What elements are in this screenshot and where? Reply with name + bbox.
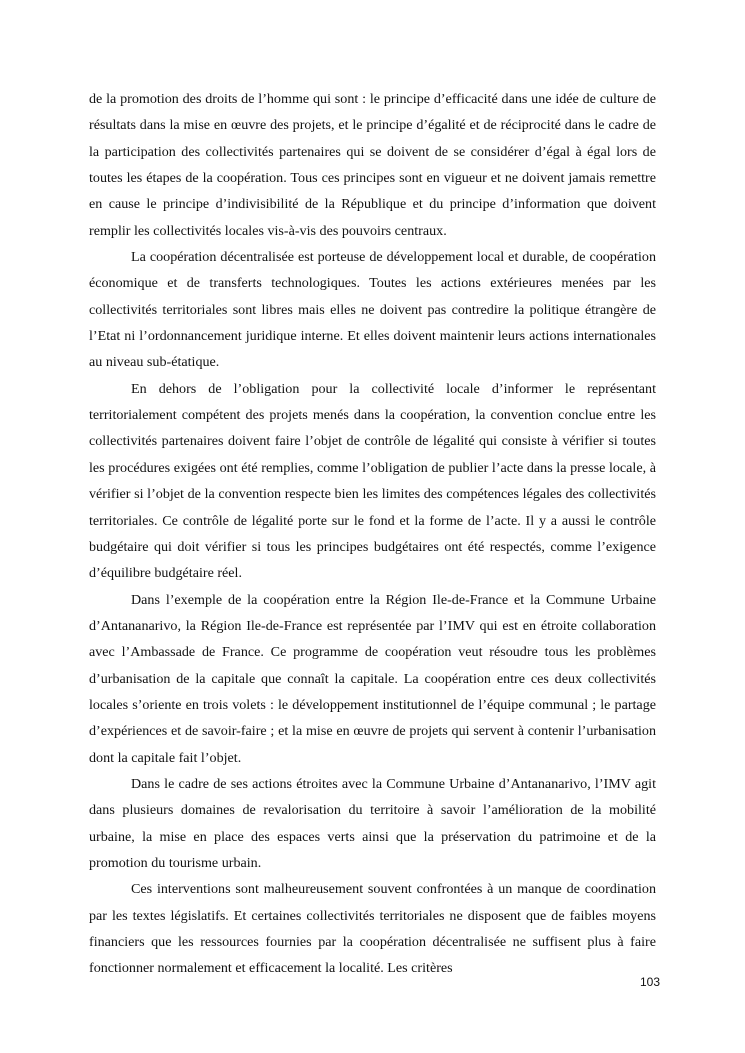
paragraph-legality-control: En dehors de l’obligation pour la collectivité locale d’informer le représentant territorialement compétent des projets menés dans la coopération, la convention conclue entre les collectivités partenaires doivent faire l’objet de contrôle de légalité qui consiste à vérifier si toutes les procédures exigées ont été remplies, comme l’obligation de publier l’acte dans la presse locale, à vérifier si l’objet de la convention respecte bien les limites des compétences légales des collectivités territoriales. Ce contrôle de légalité porte sur le fond et la forme de l’acte. Il y a aussi le contrôle budgétaire qui doit vérifier si tous les principes budgétaires ont été respectés, comme l’exigence d’équilibre budgétaire réel.: [89, 380, 656, 582]
body-text: [89, 86, 656, 982]
paragraph-imv-actions: Dans le cadre de ses actions étroites avec la Commune Urbaine d’Antananarivo, l’IMV agit dans plusieurs domaines de revalorisation du territoire à savoir l’amélioration de la mobilité urbaine, la mise en place des espaces verts ainsi que la préservation du patrimoine et de la promotion du tourisme urbain.: [89, 775, 656, 871]
paragraph-ile-de-france-example: Dans l’exemple de la coopération entre la Région Ile-de-France et la Commune Urbaine d’Antananarivo, la Région Ile-de-France est représentée par l’IMV qui est en étroite collaboration avec l’Ambassade de France. Ce programme de coopération veut résoudre tous les problèmes d’urbanisation de la capitale que connaît la capitale. La coopération entre ces deux collectivités locales s’oriente en trois volets : le développement institutionnel de l’équipe communal ; le partage d’expériences et de savoir-faire ; et la mise en œuvre de projets qui servent à contenir l’urbanisation dont la capitale fait l’objet.: [89, 591, 656, 766]
page-number: 103: [639, 975, 660, 989]
paragraph-continuation: de la promotion des droits de l’homme qui sont : le principe d’efficacité dans une idée de culture de résultats dans la mise en œuvre des projets, et le principe d’égalité et de réciprocité dans le cadre de la participation des collectivités partenaires qui se doivent de se considérer d’égal à égal lors de toutes les étapes de la coopération. Tous ces principes sont en vigueur et ne doivent jamais remettre en cause le principe d’indivisibilité de la République et du principe d’information que doivent remplir les collectivités locales vis-à-vis des pouvoirs centraux.: [89, 91, 656, 239]
paragraph-interventions: Ces interventions sont malheureusement souvent confrontées à un manque de coordination par les textes législatifs. Et certaines collectivités territoriales ne disposent que de faibles moyens financiers que les ressources fournies par la coopération décentralisée ne suffisent plus à faire fonctionner normalement et efficacement la localité. Les critères: [89, 881, 656, 977]
paragraph-decentralized-cooperation: La coopération décentralisée est porteuse de développement local et durable, de coopération économique et de transferts technologiques. Toutes les actions extérieures menées par les collectivités territoriales sont libres mais elles ne doivent pas contredire la politique étrangère de l’Etat ni l’ordonnancement juridique interne. Et elles doivent maintenir leurs actions internationales au niveau sub-étatique.: [89, 249, 656, 371]
